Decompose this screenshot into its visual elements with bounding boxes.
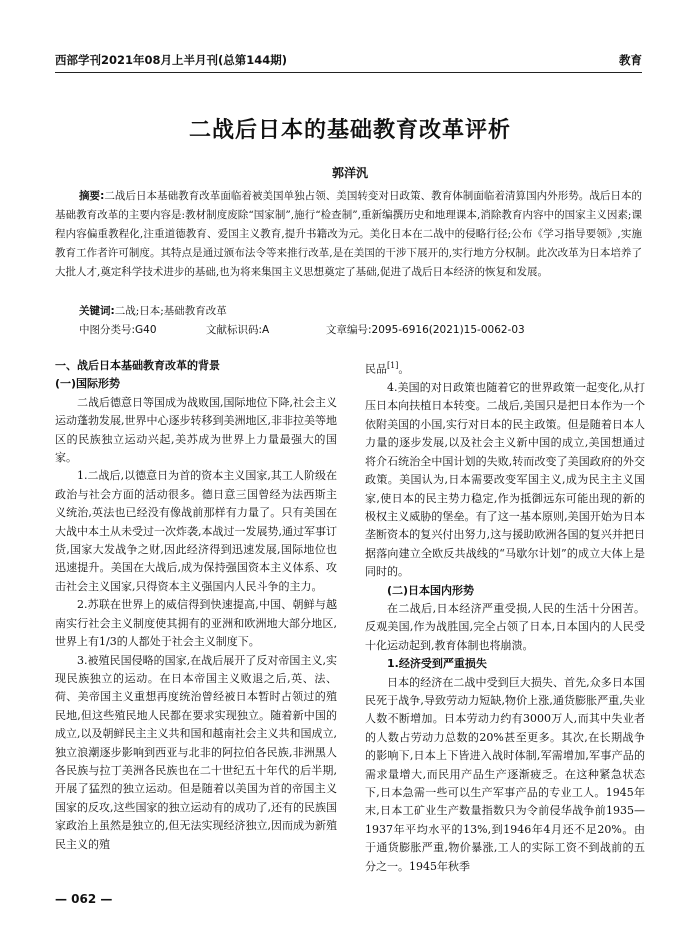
continued-text: 民品 <box>365 362 387 376</box>
abstract-text: 二战后日本基础教育改革面临着被美国单独占领、美国转变对日政策、教育体制面临着清算国内外形势。战后日本的基础教育改革的主要内容是:教材制度废除“国家制”,施行“检查制”,重新编撰历史和地理课本,消除教育内容中的国家主义因素;课程内容偏重教程化,注重道德教育、爱国主义教育,提升书籍改为元。美化日本在二战中的侵略行径;公布《学习指导要领》,实施教育工作者许可制度。其特点是通过颁布法令等来推行改革,是在美国的干涉下展开的,实行地方分权制。此次改革为日本培养了大批人才,奠定科学技术进步的基础,也为将来集国主义思想奠定了基础,促进了战后日本经济的恢复和发展。 <box>55 190 643 278</box>
right-column <box>365 357 645 876</box>
subsubsection-heading: 1.经济受到严重损失 <box>387 657 487 671</box>
clc-number: 中图分类号:G40 <box>79 324 157 336</box>
paragraph: 二战后德意日等国成为战败国,国际地位下降,社会主义运动蓬勃发展,世界中心逐步转移到美洲地区,非非拉美等地区的民族独立运动兴起,美苏成为世界上力量最强大的国家。 <box>55 395 337 465</box>
article-title: 二战后日本的基础教育改革评析 <box>188 118 511 143</box>
journal-name: 西部学刊2021年08月上半月刊(总第144期) <box>55 53 288 67</box>
author-name: 郭洋汎 <box>331 166 368 180</box>
paragraph: 3.被殖民国侵略的国家,在战后展开了反对帝国主义,实现民族独立的运动。在日本帝国主义败退之后,英、法、荷、美帝国主义重想再度统治曾经被日本暂时占领过的殖民地,但这些殖民地人民都在要求实现独立。随着新中国的成立,以及朝鲜民主主义共和国和越南社会主义共和国成立,独立浪潮逐步影响到西亚与北非的阿拉伯各民族,非洲黑人各民族与拉丁美洲各民族也在二十世纪五十年代的后半期,开展了猛烈的独立运动。但是随着以美国为首的帝国主义国家的反攻,这些国家的独立运动有的成功了,还有的民族国家政治上虽然是独立的,但无法实现经济独立,因而成为新殖民主义的殖 <box>55 653 337 851</box>
keywords <box>79 303 227 318</box>
paragraph: 1.二战后,以德意日为首的资本主义国家,其工人阶级在政治与社会方面的活动很多。德日意三国曾经为法西斯主义统治,英法也已经没有像战前那样有力量了。只有美国在大战中本土从未受过一次炸袭,本战过一发展势,通过军事订货,国家大发战争之财,因此经济得到迅速发展,国际地位也迅速提升。美国在大战后,成为保持强国资本主义体系、攻击社会主义国家,只得资本主义强国内人民斗争的主力。 <box>55 469 337 593</box>
document-code: 文献标识码:A <box>206 324 270 336</box>
paragraph: 4.美国的对日政策也随着它的世界政策一起变化,从打压日本向扶植日本转变。二战后,美国只是把日本作为一个依附美国的小国,实行对日本的民主政策。但是随着日本人力量的逐步发展,以及社会主义新中国的成立,美国想通过将介石统治全中国计划的失败,转而改变了美国政府的外交政策。美国认为,日本需要改变军国主义,成为民主主义国家,使日本的民主势力稳定,作为抵御远东可能出现的新的极权主义威胁的堡垒。有了这一基本原则,美国开始为日本垄断资本的复兴付出努力,这与援助欧洲各国的复兴并把日据落向建立全欧反共战线的“马歇尔计划”的成立大体上是同时的。 <box>365 381 645 579</box>
subsection-heading: (二)日本国内形势 <box>387 583 475 597</box>
running-header <box>55 50 642 73</box>
article-number: 文章编号:2095-6916(2021)15-0062-03 <box>326 324 525 336</box>
abstract <box>55 187 642 282</box>
paragraph: 在二战后,日本经济严重受损,人民的生活十分困苦。反观美国,作为战胜国,完全占领了日本,日本国内的人民受十化运动起到,教育体制也将崩溃。 <box>365 601 645 652</box>
left-column <box>55 357 337 854</box>
continued-end: 。 <box>398 362 410 376</box>
section-heading: 一、战后日本基础教育改革的背景 <box>55 359 220 372</box>
page-number: — 062 — <box>55 892 113 906</box>
abstract-label: 摘要: <box>79 190 105 202</box>
paragraph: 日本的经济在二战中受到巨大损失、首先,众多日本国民死于战争,导致劳动力短缺,物价上涨,通货膨胀严重,失业人数不断增加。日本劳动力约有3000万人,而其中失业者的人数占劳动力总数的20%甚至更多。其次,在长期战争的影响下,日本上下皆进入战时体制,军需增加,军事产品的需求量增大,而民用产品生产逐渐疲乏。在这种紧急状态下,日本急需一些可以生产军事产品的专业工人。1945年末,日本工矿业生产数量指数只为令前侵华战争前1935—1937年平均水平的13%,到1946年4月还不足20%。由于通货膨胀严重,物价暴涨,工人的实际工资不到战前的五分之一。1945年秋季 <box>365 675 645 873</box>
citation-ref: [1] <box>387 361 399 370</box>
paragraph-continued <box>365 357 645 379</box>
keywords-label: 关键词: <box>79 305 115 317</box>
subsection-heading: (一)国际形势 <box>55 377 121 391</box>
paragraph: 2.苏联在世界上的威信得到快速提高,中国、朝鲜与越南实行社会主义制度使其拥有的亚洲和欧洲地大部分地区,世界上有1/3的人都处于社会主义制度下。 <box>55 598 337 649</box>
section-name: 教育 <box>619 53 642 67</box>
keywords-text: 二战;日本;基础教育改革 <box>114 305 227 317</box>
